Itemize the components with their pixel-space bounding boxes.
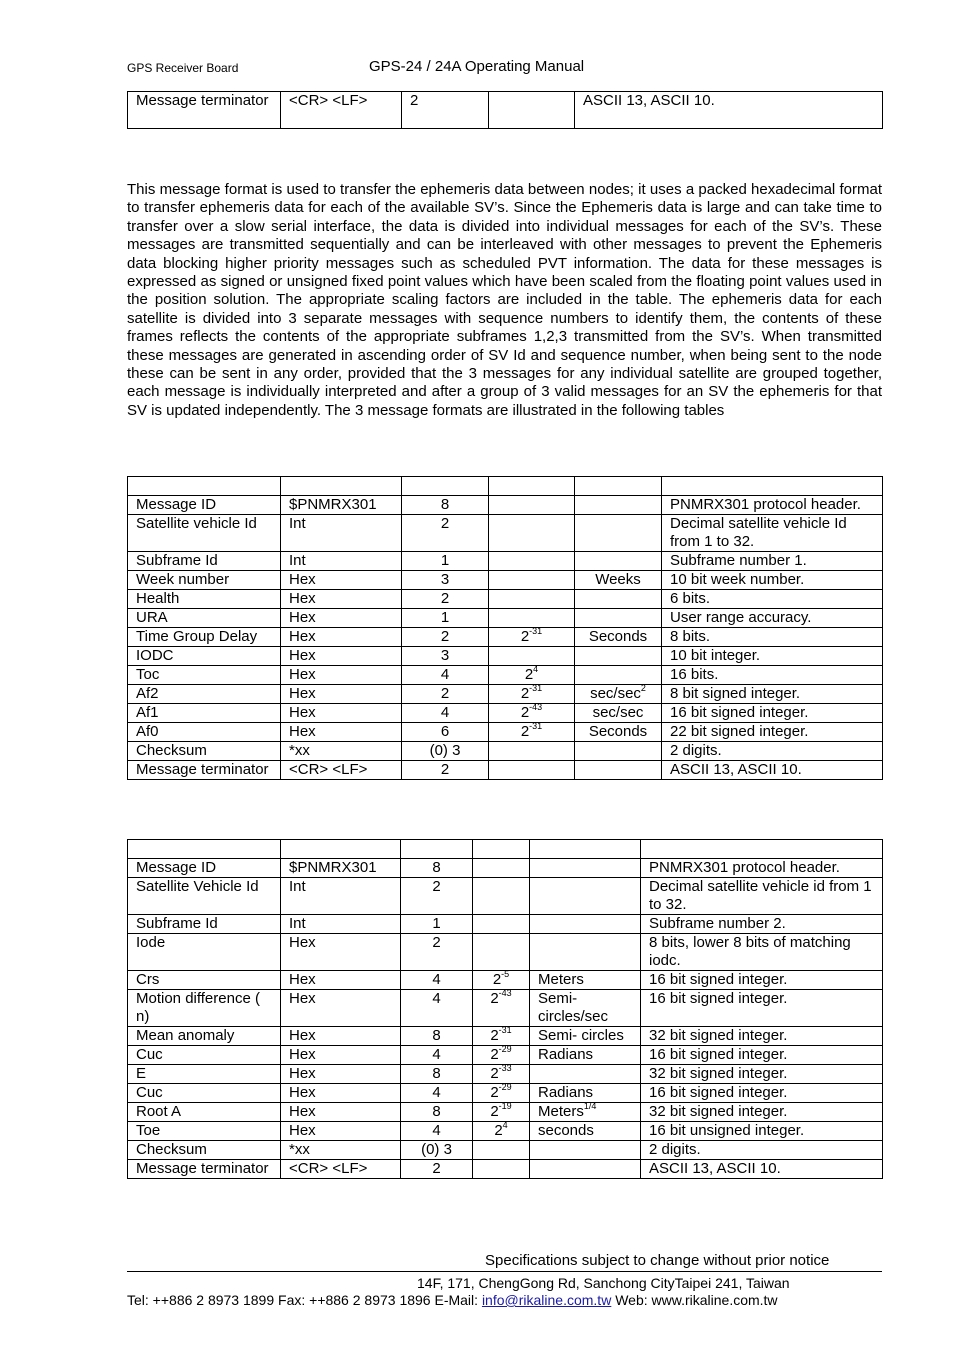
units-text: sec/sec	[590, 685, 641, 702]
size-cell: 2	[401, 878, 473, 915]
size-cell: 4	[402, 704, 489, 723]
description-cell: 16 bit signed integer.	[641, 990, 883, 1027]
size-cell: 8	[401, 1065, 473, 1084]
description-cell: 22 bit signed integer.	[662, 723, 883, 742]
format-cell: Hex	[281, 1122, 401, 1141]
field-name-cell: Toe	[128, 1122, 281, 1141]
table-row	[128, 685, 883, 704]
description-cell: PNMRX301 protocol header.	[641, 859, 883, 878]
scale-exponent: -31	[498, 1025, 512, 1035]
scale-cell	[489, 590, 575, 609]
units-text: Semi-circles/sec	[538, 990, 609, 1025]
scale-cell	[473, 990, 530, 1027]
units-cell	[575, 496, 662, 515]
table-row	[128, 571, 883, 590]
field-name-cell: Af0	[128, 723, 281, 742]
table-row	[128, 609, 883, 628]
size-cell: 4	[401, 971, 473, 990]
format-cell: Hex	[281, 590, 402, 609]
description-cell: 16 bit signed integer.	[641, 1084, 883, 1103]
description-cell: 32 bit signed integer.	[641, 1027, 883, 1046]
description-cell: ASCII 13, ASCII 10.	[575, 92, 883, 129]
header-cell	[489, 477, 575, 496]
size-cell: (0) 3	[402, 742, 489, 761]
size-cell: 3	[402, 571, 489, 590]
description-cell: 16 bit signed integer.	[641, 1046, 883, 1065]
units-cell	[530, 1046, 641, 1065]
footer-address: 14F, 171, ChengGong Rd, Sanchong CityTaipei 241, Taiwan	[417, 1275, 790, 1291]
scale-cell	[473, 1141, 530, 1160]
table-row	[128, 515, 883, 552]
header-cell	[662, 477, 883, 496]
units-cell	[530, 990, 641, 1027]
footer-web: Web: www.rikaline.com.tw	[611, 1292, 778, 1308]
description-cell: User range accuracy.	[662, 609, 883, 628]
table-row	[128, 990, 883, 1027]
size-cell: 4	[401, 990, 473, 1027]
size-cell: 1	[402, 552, 489, 571]
units-cell	[530, 971, 641, 990]
table-row	[128, 761, 883, 780]
description-cell: 32 bit signed integer.	[641, 1103, 883, 1122]
scale-base: 2	[490, 1103, 499, 1120]
scale-cell	[473, 859, 530, 878]
units-cell	[575, 552, 662, 571]
scale-exponent: -5	[501, 969, 510, 979]
scale-cell	[473, 1160, 530, 1179]
field-name-cell: Time Group Delay	[128, 628, 281, 647]
units-cell	[575, 761, 662, 780]
description-cell: Subframe number 2.	[641, 915, 883, 934]
description-cell: PNMRX301 protocol header.	[662, 496, 883, 515]
header-cell	[128, 477, 281, 496]
table-row	[128, 628, 883, 647]
scale-base: 2	[520, 704, 530, 721]
scale-cell	[489, 761, 575, 780]
size-cell: 2	[402, 761, 489, 780]
description-cell: 8 bits, lower 8 bits of matching iodc.	[641, 934, 883, 971]
format-cell: Int	[281, 878, 401, 915]
size-cell: 4	[401, 1084, 473, 1103]
description-cell: 10 bit week number.	[662, 571, 883, 590]
units-cell	[575, 704, 662, 723]
units-cell	[530, 1141, 641, 1160]
description-cell: Subframe number 1.	[662, 552, 883, 571]
format-cell: Hex	[281, 723, 402, 742]
table-row	[128, 1046, 883, 1065]
description-cell: 2 digits.	[641, 1141, 883, 1160]
scale-base: 2	[490, 990, 499, 1007]
scale-cell	[473, 1103, 530, 1122]
size-cell: 1	[401, 915, 473, 934]
format-cell: Hex	[281, 990, 401, 1027]
table-row	[128, 915, 883, 934]
field-name-cell: Af2	[128, 685, 281, 704]
scale-base: 2	[520, 628, 530, 645]
units-cell	[530, 878, 641, 915]
table-row	[128, 92, 883, 129]
table-row	[128, 552, 883, 571]
format-cell: Hex	[281, 1103, 401, 1122]
scale-cell	[473, 1046, 530, 1065]
units-cell	[530, 1103, 641, 1122]
units-text: Radians	[538, 1046, 594, 1063]
field-name-cell: Satellite Vehicle Id	[128, 878, 281, 915]
scale-cell	[489, 92, 575, 129]
table-row	[128, 1141, 883, 1160]
table-row	[128, 590, 883, 609]
scale-cell	[489, 552, 575, 571]
description-cell: 10 bit integer.	[662, 647, 883, 666]
size-cell: 6	[402, 723, 489, 742]
format-cell: Hex	[281, 609, 402, 628]
format-cell: Int	[281, 552, 402, 571]
table-row	[128, 934, 883, 971]
units-cell	[575, 609, 662, 628]
scale-cell	[473, 1027, 530, 1046]
field-name-cell: Message ID	[128, 859, 281, 878]
description-cell: Decimal satellite vehicle Id from 1 to 32.	[662, 515, 883, 552]
footer-note: Specifications subject to change without prior notice	[485, 1252, 830, 1269]
scale-cell	[489, 666, 575, 685]
format-cell: Hex	[281, 934, 401, 971]
scale-cell	[473, 1065, 530, 1084]
description-cell: 16 bit signed integer.	[641, 971, 883, 990]
field-name-cell: Subframe Id	[128, 915, 281, 934]
table-row	[128, 1160, 883, 1179]
header-cell	[641, 840, 883, 859]
units-cell	[575, 571, 662, 590]
scale-exponent: -29	[498, 1082, 512, 1092]
field-name-cell: Af1	[128, 704, 281, 723]
size-cell: 8	[401, 859, 473, 878]
header-cell	[473, 840, 530, 859]
size-cell: 2	[402, 685, 489, 704]
table-row	[128, 496, 883, 515]
size-cell: 2	[401, 934, 473, 971]
units-cell	[530, 1084, 641, 1103]
scale-base: 2	[490, 1046, 499, 1063]
format-cell: *xx	[281, 1141, 401, 1160]
size-cell: 2	[401, 1160, 473, 1179]
size-cell: 2	[402, 92, 489, 129]
units-cell	[530, 1065, 641, 1084]
scale-exponent: 4	[502, 1120, 508, 1130]
header-left-text: GPS Receiver Board	[127, 61, 239, 75]
scale-cell	[489, 571, 575, 590]
table-header-row	[128, 477, 883, 496]
format-cell: *xx	[281, 742, 402, 761]
scale-cell	[489, 704, 575, 723]
field-name-cell: Satellite vehicle Id	[128, 515, 281, 552]
field-name-cell: Root A	[128, 1103, 281, 1122]
scale-cell	[489, 685, 575, 704]
format-cell: <CR> <LF>	[281, 92, 402, 129]
size-cell: 4	[401, 1046, 473, 1065]
description-cell: 16 bit unsigned integer.	[641, 1122, 883, 1141]
units-text: seconds	[538, 1122, 594, 1139]
field-name-cell: Subframe Id	[128, 552, 281, 571]
footer-divider	[127, 1271, 882, 1272]
footer-contact	[127, 1292, 778, 1308]
units-text: Seconds	[588, 723, 648, 740]
scale-cell	[489, 628, 575, 647]
scale-exponent: -31	[529, 626, 543, 636]
description-cell: 16 bit signed integer.	[662, 704, 883, 723]
format-cell: $PNMRX301	[281, 859, 401, 878]
description-cell: ASCII 13, ASCII 10.	[641, 1160, 883, 1179]
units-cell	[575, 666, 662, 685]
scale-exponent: -33	[498, 1063, 512, 1073]
description-cell: Decimal satellite vehicle id from 1 to 32.	[641, 878, 883, 915]
format-cell: Hex	[281, 647, 402, 666]
scale-cell	[489, 515, 575, 552]
scale-exponent: -43	[498, 988, 512, 998]
size-cell: 8	[401, 1027, 473, 1046]
format-cell: Hex	[281, 971, 401, 990]
scale-exponent: -31	[529, 721, 543, 731]
field-name-cell: Checksum	[128, 742, 281, 761]
format-cell: Hex	[281, 628, 402, 647]
header-cell	[401, 840, 473, 859]
units-cell	[575, 628, 662, 647]
scale-base: 2	[490, 1027, 499, 1044]
header-cell	[575, 477, 662, 496]
units-cell	[530, 1027, 641, 1046]
format-cell: Int	[281, 915, 401, 934]
scale-cell	[473, 1122, 530, 1141]
format-cell: Int	[281, 515, 402, 552]
scale-base: 2	[492, 971, 502, 988]
format-cell: Hex	[281, 1065, 401, 1084]
table-row	[128, 1122, 883, 1141]
scale-exponent: -31	[529, 683, 543, 693]
description-cell: 8 bit signed integer.	[662, 685, 883, 704]
header-cell	[128, 840, 281, 859]
size-cell: 2	[402, 515, 489, 552]
field-name-cell: Message ID	[128, 496, 281, 515]
scale-cell	[489, 742, 575, 761]
units-text: Meters	[538, 1103, 584, 1120]
field-name-cell: Iode	[128, 934, 281, 971]
table-header-row	[128, 840, 883, 859]
table-row	[128, 859, 883, 878]
field-name-cell: Toc	[128, 666, 281, 685]
scale-cell	[489, 496, 575, 515]
format-cell: Hex	[281, 685, 402, 704]
subframe1-table	[127, 476, 883, 780]
description-cell: ASCII 13, ASCII 10.	[662, 761, 883, 780]
size-cell: 2	[402, 590, 489, 609]
units-cell	[575, 742, 662, 761]
description-cell: 6 bits.	[662, 590, 883, 609]
units-text: Semi- circles	[538, 1027, 624, 1044]
document-title: GPS-24 / 24A Operating Manual	[369, 58, 585, 75]
description-cell: 32 bit signed integer.	[641, 1065, 883, 1084]
format-cell: Hex	[281, 1046, 401, 1065]
scale-cell	[489, 609, 575, 628]
units-text: Radians	[538, 1084, 594, 1101]
description-cell: 2 digits.	[662, 742, 883, 761]
scale-exponent: -43	[529, 702, 543, 712]
table-row	[128, 878, 883, 915]
scale-cell	[473, 915, 530, 934]
size-cell: 4	[402, 666, 489, 685]
size-cell: 2	[402, 628, 489, 647]
size-cell: 1	[402, 609, 489, 628]
units-cell	[530, 859, 641, 878]
field-name-cell: Cuc	[128, 1084, 281, 1103]
units-text: Seconds	[588, 628, 648, 645]
format-cell: Hex	[281, 704, 402, 723]
units-text: Weeks	[595, 571, 641, 588]
size-cell: (0) 3	[401, 1141, 473, 1160]
body-paragraph: This message format is used to transfer the ephemeris data between nodes; it uses a packed hexadecimal format to transfer ephemeris data for each of the available SV’s. Since the Ephemeris data is large and can take time to transfer over a slow serial interface, the data is divided into individual messages for each of the SV’s. These messages are transmitted sequentially and can be interleaved with other messages to prevent the Ephemeris data blocking higher priority messages such as scheduled PVT information. The data for these messages is expressed as signed or unsigned fixed point values which have been scaled from the floating point values used in the position solution. The appropriate scaling factors are included in the table. The ephemeris data for each satellite is divided into 3 separate messages with sequence numbers to identify them, the contents of these frames reflects the contents of the appropriate subframes 1,2,3 transmitted from the SV’s. When transmitted these messages are generated in ascending order of SV Id and sequence number, when being sent to the node these can be sent in any order, provided that the 3 messages for any individual satellite are grouped together, each message is individually interpreted and after a group of 3 valid messages for an SV the ephemeris for that SV is updated independently. The 3 message formats are illustrated in the following tables	[127, 181, 882, 419]
field-name-cell: IODC	[128, 647, 281, 666]
table-row	[128, 1027, 883, 1046]
scale-base: 2	[490, 1084, 499, 1101]
field-name-cell: Crs	[128, 971, 281, 990]
table-row	[128, 1084, 883, 1103]
format-cell: Hex	[281, 571, 402, 590]
units-exponent: 1/4	[583, 1101, 597, 1111]
units-text: sec/sec	[592, 704, 644, 721]
table-row	[128, 742, 883, 761]
field-name-cell: Motion difference ( n)	[128, 990, 281, 1027]
scale-base: 2	[494, 1122, 503, 1139]
header-cell	[530, 840, 641, 859]
header-cell	[281, 840, 401, 859]
format-cell: <CR> <LF>	[281, 1160, 401, 1179]
header-cell	[281, 477, 402, 496]
size-cell: 3	[402, 647, 489, 666]
field-name-cell: Checksum	[128, 1141, 281, 1160]
table-row	[128, 971, 883, 990]
scale-base: 2	[524, 666, 534, 683]
format-cell: Hex	[281, 1027, 401, 1046]
scale-exponent: -19	[498, 1101, 512, 1111]
footer-tel-fax: Tel: ++886 2 8973 1899 Fax: ++886 2 8973 1896 E-Mail:	[127, 1292, 482, 1308]
scale-cell	[489, 723, 575, 742]
size-cell: 8	[402, 496, 489, 515]
scale-base: 2	[520, 723, 530, 740]
field-name-cell: Week number	[128, 571, 281, 590]
units-cell	[530, 1160, 641, 1179]
units-exponent: 2	[640, 683, 646, 693]
email-link[interactable]: info@rikaline.com.tw	[481, 1292, 612, 1308]
units-cell	[575, 515, 662, 552]
format-cell: <CR> <LF>	[281, 761, 402, 780]
units-cell	[530, 934, 641, 971]
field-name-cell: Health	[128, 590, 281, 609]
scale-cell	[473, 1084, 530, 1103]
scale-base: 2	[520, 685, 530, 702]
header-cell	[402, 477, 489, 496]
units-cell	[575, 590, 662, 609]
format-cell: Hex	[281, 1084, 401, 1103]
units-cell	[530, 1122, 641, 1141]
scale-base: 2	[490, 1065, 499, 1082]
scale-cell	[489, 647, 575, 666]
table-row	[128, 723, 883, 742]
field-name-cell: Cuc	[128, 1046, 281, 1065]
units-text: Meters	[538, 971, 584, 988]
size-cell: 4	[401, 1122, 473, 1141]
table-row	[128, 1103, 883, 1122]
field-name-cell: Message terminator	[128, 1160, 281, 1179]
table-row	[128, 1065, 883, 1084]
scale-exponent: 4	[533, 664, 539, 674]
table-row	[128, 666, 883, 685]
size-cell: 8	[401, 1103, 473, 1122]
field-name-cell: Mean anomaly	[128, 1027, 281, 1046]
format-cell: Hex	[281, 666, 402, 685]
field-name-cell: Message terminator	[128, 92, 281, 129]
scale-exponent: -29	[498, 1044, 512, 1054]
field-name-cell: Message terminator	[128, 761, 281, 780]
field-name-cell: URA	[128, 609, 281, 628]
scale-cell	[473, 934, 530, 971]
top-table	[127, 91, 883, 129]
units-cell	[575, 647, 662, 666]
description-cell: 16 bits.	[662, 666, 883, 685]
description-cell: 8 bits.	[662, 628, 883, 647]
units-cell	[575, 723, 662, 742]
table-row	[128, 704, 883, 723]
table-row	[128, 647, 883, 666]
units-cell	[575, 685, 662, 704]
scale-cell	[473, 878, 530, 915]
scale-cell	[473, 971, 530, 990]
field-name-cell: E	[128, 1065, 281, 1084]
subframe2-table	[127, 839, 883, 1179]
units-cell	[530, 915, 641, 934]
format-cell: $PNMRX301	[281, 496, 402, 515]
